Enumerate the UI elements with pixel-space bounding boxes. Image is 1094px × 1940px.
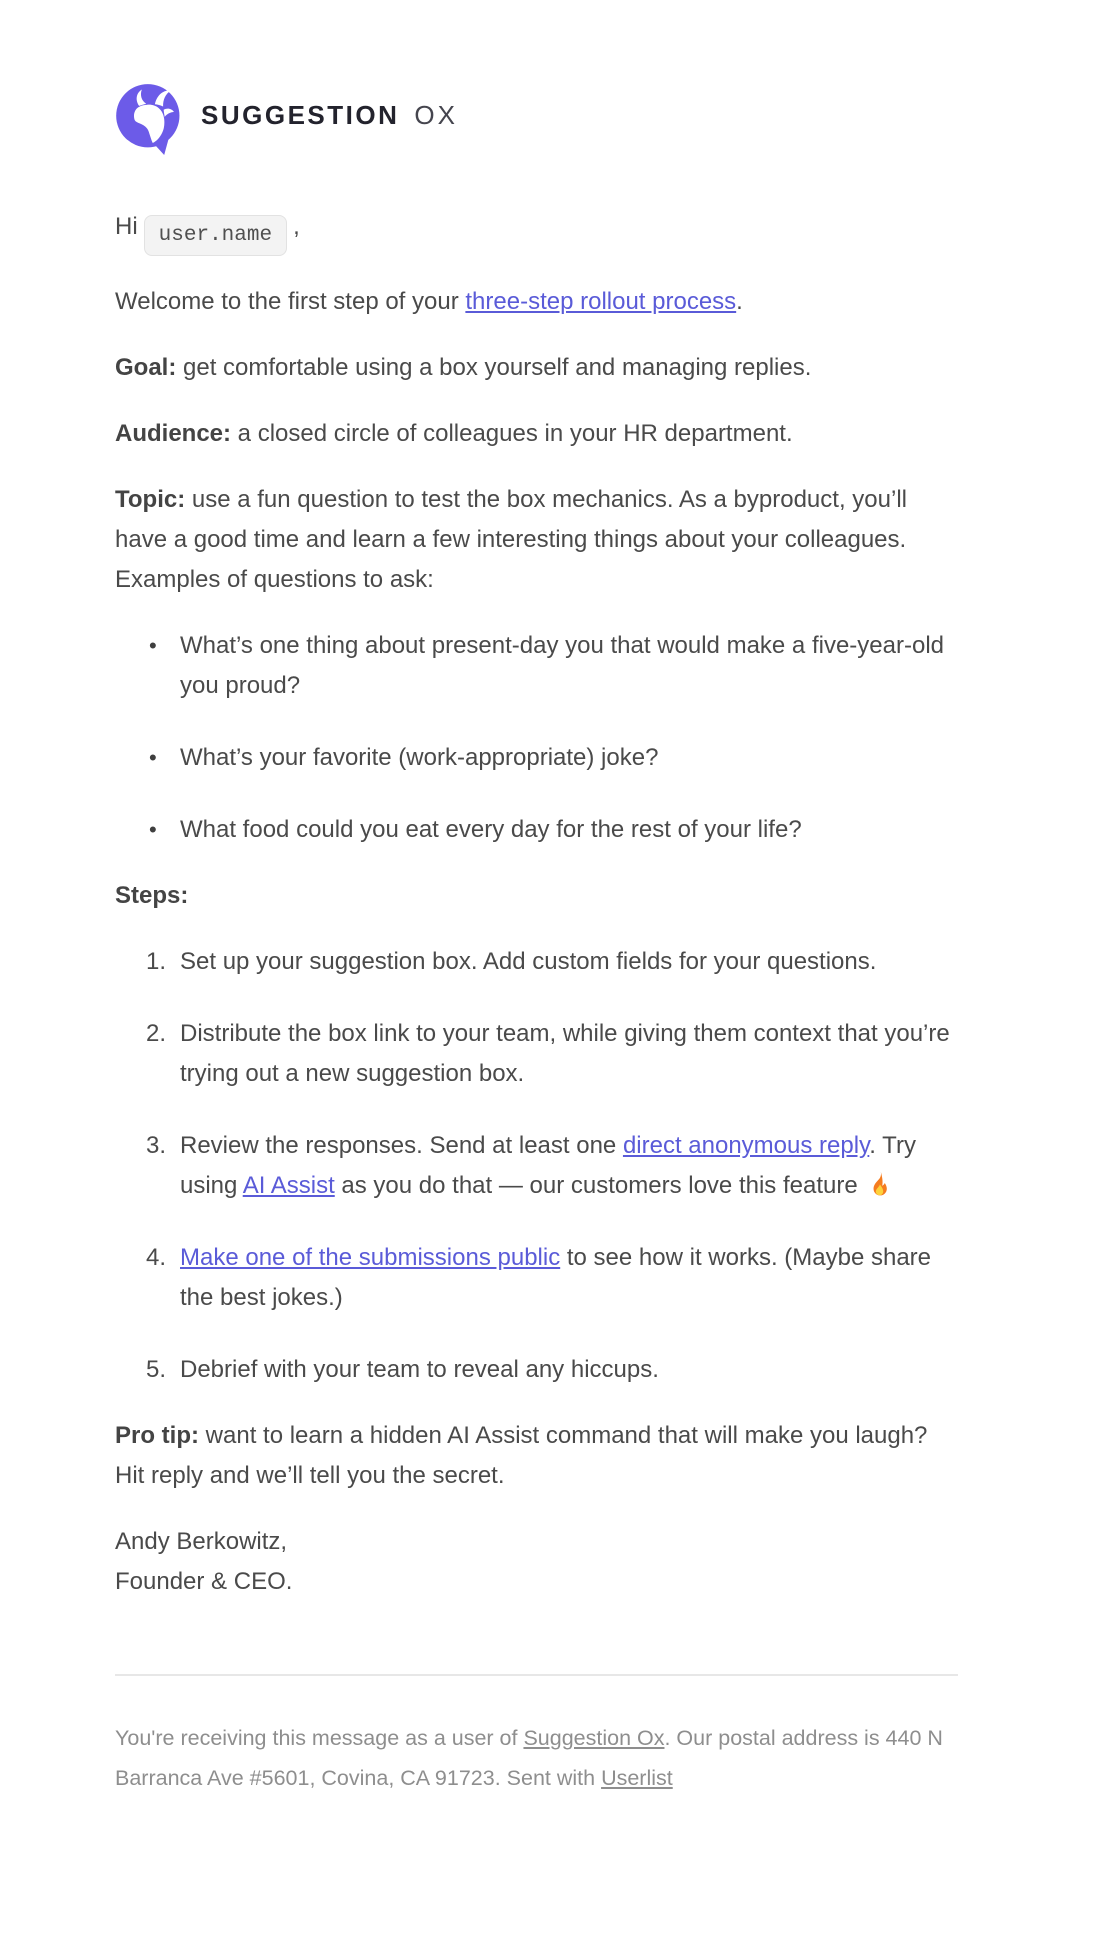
steps-label: Steps: bbox=[115, 882, 189, 909]
fire-emoji-icon bbox=[866, 1170, 893, 1197]
step-text: Review the responses. Send at least one bbox=[180, 1132, 623, 1159]
audience-label: Audience: bbox=[115, 420, 232, 447]
step-number: 2. bbox=[146, 1020, 167, 1047]
intro-text: Welcome to the first step of your bbox=[115, 288, 466, 315]
logo-wordmark bbox=[201, 100, 458, 131]
topic-label: Topic: bbox=[115, 486, 186, 513]
step-list bbox=[115, 942, 958, 1390]
question-text: What’s your favorite (work-appropriate) joke? bbox=[180, 744, 659, 771]
ox-speech-bubble-icon bbox=[115, 83, 185, 155]
step-item bbox=[115, 1350, 958, 1390]
pro-tip-paragraph bbox=[115, 1416, 958, 1496]
userlist-link[interactable]: Userlist bbox=[601, 1766, 673, 1790]
pro-tip-text: want to learn a hidden AI Assist command that will make you laugh? Hit reply and we’ll tell you the secret. bbox=[115, 1422, 928, 1489]
step-text: to see how it works. (Maybe share the best jokes.) bbox=[180, 1244, 932, 1311]
goal-label: Goal: bbox=[115, 354, 177, 381]
list-item bbox=[115, 738, 958, 778]
step-number: 4. bbox=[146, 1244, 167, 1271]
list-item bbox=[115, 810, 958, 850]
signature-title: Founder & CEO. bbox=[115, 1568, 293, 1595]
footer-pre-text: You're receiving this message as a user of bbox=[115, 1726, 524, 1750]
question-text: What’s one thing about present-day you that would make a five-year-old you proud? bbox=[180, 632, 944, 699]
greeting-prefix: Hi bbox=[115, 213, 138, 240]
list-item bbox=[115, 626, 958, 706]
step-item bbox=[115, 1238, 958, 1318]
suggestion-ox-link[interactable]: Suggestion Ox bbox=[523, 1726, 665, 1750]
audience-text: a closed circle of colleagues in your HR department. bbox=[231, 420, 793, 447]
step-text: as you do that — our customers love this feature bbox=[334, 1172, 865, 1199]
step-number: 3. bbox=[146, 1132, 167, 1159]
intro-text-end: . bbox=[736, 288, 743, 315]
step-number: 5. bbox=[146, 1356, 167, 1383]
step-item bbox=[115, 942, 958, 982]
question-text: What food could you eat every day for the rest of your life? bbox=[180, 816, 802, 843]
bullet-icon: • bbox=[149, 817, 157, 842]
intro-paragraph bbox=[115, 282, 958, 322]
step-number: 1. bbox=[146, 948, 167, 975]
three-step-rollout-link[interactable]: three-step rollout process bbox=[465, 288, 737, 315]
topic-paragraph bbox=[115, 480, 958, 600]
brand-logo[interactable] bbox=[115, 83, 185, 155]
steps-heading bbox=[115, 876, 958, 916]
greeting-suffix: , bbox=[293, 213, 300, 240]
ai-assist-link[interactable]: AI Assist bbox=[242, 1172, 335, 1199]
step-text: Set up your suggestion box. Add custom fields for your questions. bbox=[180, 948, 877, 975]
topic-text: use a fun question to test the box mechanics. As a byproduct, you’ll have a good time and learn a few interesting things about your colleagues. Examples of questions to ask: bbox=[115, 486, 907, 593]
greeting bbox=[115, 207, 958, 256]
footer-text bbox=[115, 1718, 958, 1798]
pro-tip-label: Pro tip: bbox=[115, 1422, 199, 1449]
direct-anonymous-reply-link[interactable]: direct anonymous reply bbox=[622, 1132, 870, 1159]
user-name-variable-badge: user.name bbox=[144, 215, 287, 256]
audience-paragraph bbox=[115, 414, 958, 454]
footer-mid-text: . Our postal address is 440 N Barranca Ave #5601, Covina, CA 91723. Sent with bbox=[115, 1726, 943, 1790]
divider bbox=[115, 1674, 958, 1676]
logo-wordmark-primary: SUGGESTION bbox=[201, 99, 400, 130]
step-text: . Try using bbox=[180, 1132, 916, 1199]
logo-wordmark-secondary: OX bbox=[414, 99, 458, 130]
bullet-icon: • bbox=[149, 745, 157, 770]
step-text: Distribute the box link to your team, while giving them context that you’re trying out a new suggestion box. bbox=[180, 1020, 950, 1087]
question-list bbox=[115, 626, 958, 850]
bullet-icon: • bbox=[149, 633, 157, 658]
step-item bbox=[115, 1014, 958, 1094]
make-submissions-public-link[interactable]: Make one of the submissions public bbox=[180, 1244, 561, 1271]
step-text: Debrief with your team to reveal any hiccups. bbox=[180, 1356, 659, 1383]
goal-text: get comfortable using a box yourself and managing replies. bbox=[176, 354, 812, 381]
step-item bbox=[115, 1126, 958, 1206]
signature-name: Andy Berkowitz, bbox=[115, 1528, 288, 1555]
goal-paragraph bbox=[115, 348, 958, 388]
signature bbox=[115, 1522, 958, 1602]
brand-header bbox=[115, 83, 958, 155]
